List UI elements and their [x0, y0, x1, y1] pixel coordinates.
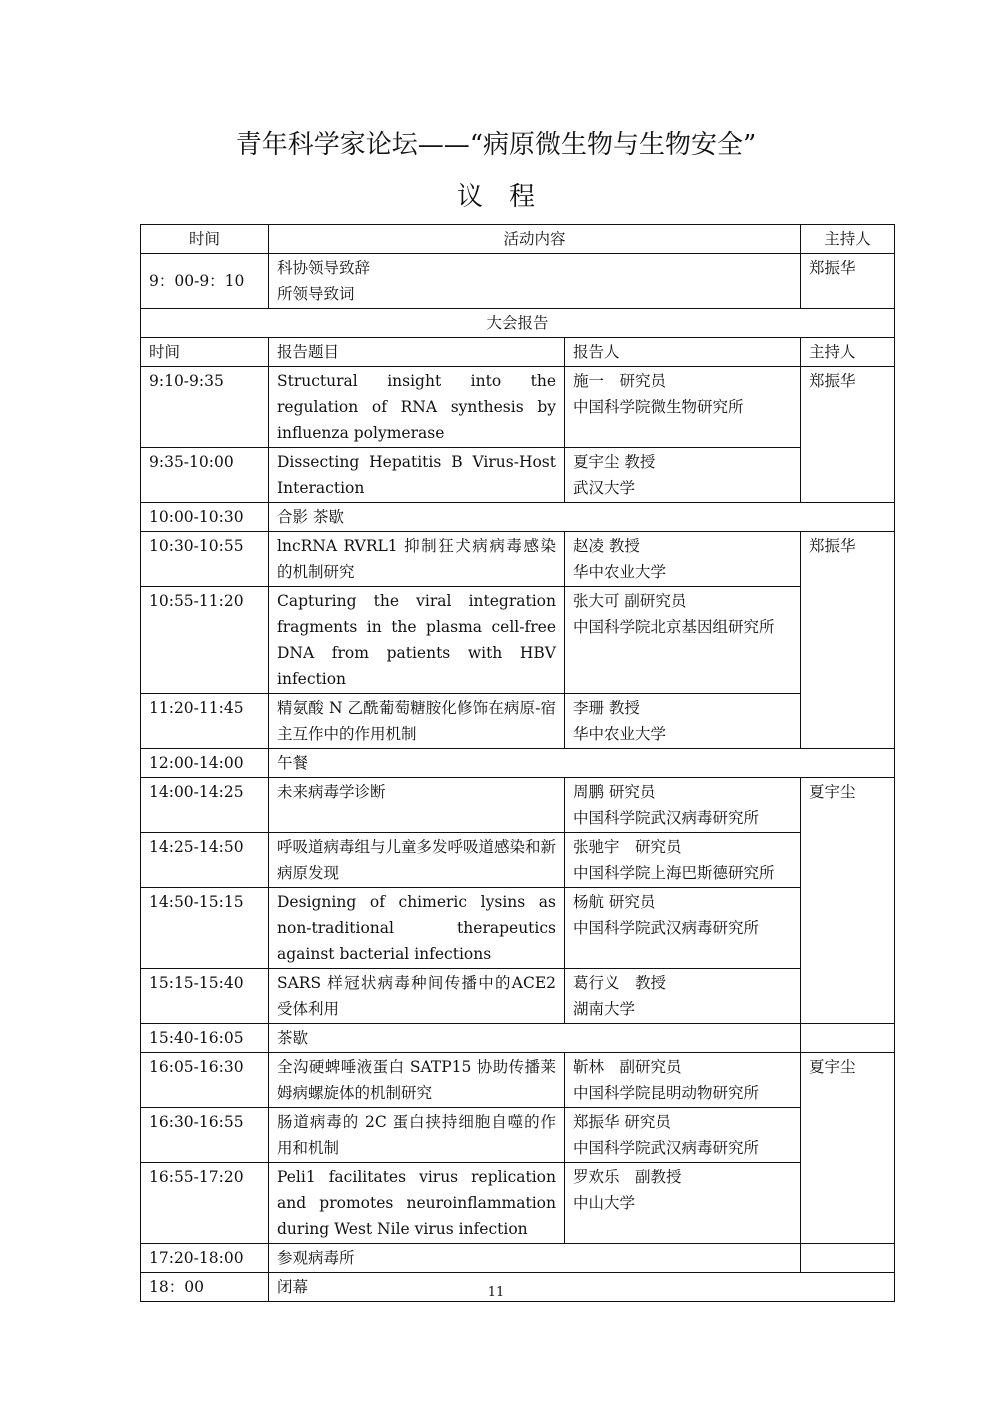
speaker-affiliation: 中国科学院上海巴斯德研究所 — [573, 864, 775, 882]
page-subtitle: 议 程 — [456, 182, 535, 212]
break-text: 参观病毒所 — [269, 1244, 801, 1273]
talk-topic: 全沟硬蜱唾液蛋白 SATP15 协助传播莱姆病螺旋体的机制研究 — [269, 1053, 565, 1108]
table-header-row — [141, 225, 895, 254]
talk-time: 16:30-16:55 — [141, 1108, 269, 1163]
subheader-topic: 报告题目 — [269, 338, 565, 367]
section-label: 大会报告 — [141, 309, 895, 338]
talk-topic: 未来病毒学诊断 — [269, 778, 565, 833]
talk-topic: Dissecting Hepatitis B Virus-Host Interaction — [269, 448, 565, 503]
speaker-name: 葛行义 教授 — [573, 974, 667, 992]
table-row — [141, 694, 895, 749]
break-row — [141, 503, 895, 532]
empty-host-cell — [801, 1244, 895, 1273]
speaker-name: 杨航 研究员 — [573, 893, 656, 911]
speaker-affiliation: 中国科学院武汉病毒研究所 — [573, 809, 760, 827]
talk-time: 14:00-14:25 — [141, 778, 269, 833]
subheader-host: 主持人 — [801, 338, 895, 367]
talk-topic: lncRNA RVRL1 抑制狂犬病病毒感染的机制研究 — [269, 532, 565, 587]
subheader-time: 时间 — [141, 338, 269, 367]
break-time: 15:40-16:05 — [141, 1024, 269, 1053]
table-row — [141, 1108, 895, 1163]
break-row — [141, 1024, 895, 1053]
speaker-name: 赵凌 教授 — [573, 537, 640, 555]
break-text: 茶歇 — [269, 1024, 801, 1053]
section-row — [141, 309, 895, 338]
talk-topic: Capturing the viral integration fragments in the plasma cell-free DNA from patients with HBV infection — [269, 587, 565, 694]
speaker-affiliation: 中国科学院北京基因组研究所 — [573, 618, 775, 636]
table-row — [141, 833, 895, 888]
talk-topic: 呼吸道病毒组与儿童多发呼吸道感染和新病原发现 — [269, 833, 565, 888]
talk-speaker — [565, 888, 801, 969]
talk-speaker — [565, 532, 801, 587]
page-title: 青年科学家论坛——“病原微生物与生物安全” — [235, 130, 757, 160]
talk-speaker — [565, 367, 801, 448]
break-time: 12:00-14:00 — [141, 749, 269, 778]
table-row — [141, 778, 895, 833]
talk-topic: Peli1 facilitates virus replication and promotes neuroinflammation during West Nile virus infection — [269, 1163, 565, 1244]
closing-text: 闭幕 — [269, 1273, 895, 1302]
subheader-speaker: 报告人 — [565, 338, 801, 367]
speaker-affiliation: 中国科学院昆明动物研究所 — [573, 1084, 760, 1102]
talk-speaker — [565, 448, 801, 503]
table-row — [141, 367, 895, 448]
talk-speaker — [565, 1163, 801, 1244]
table-row — [141, 448, 895, 503]
talk-speaker — [565, 778, 801, 833]
talk-topic: SARS 样冠状病毒种间传播中的ACE2 受体利用 — [269, 969, 565, 1024]
speaker-name: 夏宇尘 教授 — [573, 453, 656, 471]
talk-speaker — [565, 1108, 801, 1163]
header-content: 活动内容 — [269, 225, 801, 254]
speaker-name: 周鹏 研究员 — [573, 783, 656, 801]
page-number: 11 — [487, 1285, 505, 1300]
break-text: 合影 茶歇 — [269, 503, 895, 532]
table-row — [141, 888, 895, 969]
talk-topic: 精氨酸 N 乙酰葡萄糖胺化修饰在病原-宿主互作中的作用机制 — [269, 694, 565, 749]
opening-content — [269, 254, 801, 309]
speaker-affiliation: 湖南大学 — [573, 1000, 636, 1018]
talk-time: 9:35-10:00 — [141, 448, 269, 503]
speaker-affiliation: 华中农业大学 — [573, 725, 667, 743]
talk-time: 10:55-11:20 — [141, 587, 269, 694]
speaker-affiliation: 武汉大学 — [573, 479, 636, 497]
talk-time: 16:05-16:30 — [141, 1053, 269, 1108]
talk-topic: Structural insight into the regulation of RNA synthesis by influenza polymerase — [269, 367, 565, 448]
talk-time: 11:20-11:45 — [141, 694, 269, 749]
talk-time: 15:15-15:40 — [141, 969, 269, 1024]
talk-time: 14:50-15:15 — [141, 888, 269, 969]
closing-time: 18：00 — [141, 1273, 269, 1302]
break-row — [141, 749, 895, 778]
speaker-affiliation: 中国科学院武汉病毒研究所 — [573, 919, 760, 937]
speaker-affiliation: 华中农业大学 — [573, 563, 667, 581]
talk-speaker — [565, 587, 801, 694]
empty-host-cell — [801, 1024, 895, 1053]
talk-time: 10:30-10:55 — [141, 532, 269, 587]
break-text: 午餐 — [269, 749, 895, 778]
break-time: 10:00-10:30 — [141, 503, 269, 532]
opening-time: 9：00-9：10 — [141, 254, 269, 309]
session-host: 郑振华 — [801, 532, 895, 749]
header-time: 时间 — [141, 225, 269, 254]
speaker-affiliation: 中国科学院武汉病毒研究所 — [573, 1139, 760, 1157]
speaker-name: 李珊 教授 — [573, 699, 640, 717]
talk-topic: 肠道病毒的 2C 蛋白挟持细胞自噬的作用和机制 — [269, 1108, 565, 1163]
opening-row — [141, 254, 895, 309]
session-host: 夏宇尘 — [801, 778, 895, 1024]
talk-speaker — [565, 969, 801, 1024]
table-row — [141, 587, 895, 694]
talk-topic: Designing of chimeric lysins as non-traditional therapeutics against bacterial infections — [269, 888, 565, 969]
session-host: 夏宇尘 — [801, 1053, 895, 1244]
speaker-name: 张驰宇 研究员 — [573, 838, 682, 856]
table-subheader-row — [141, 338, 895, 367]
table-row — [141, 969, 895, 1024]
talk-speaker — [565, 694, 801, 749]
table-row — [141, 1163, 895, 1244]
speaker-name: 郑振华 研究员 — [573, 1113, 671, 1131]
opening-line: 科协领导致辞 — [277, 259, 371, 277]
speaker-name: 施一 研究员 — [573, 372, 667, 390]
break-time: 17:20-18:00 — [141, 1244, 269, 1273]
opening-host: 郑振华 — [801, 254, 895, 309]
opening-line: 所领导致词 — [277, 285, 355, 303]
speaker-affiliation: 中国科学院微生物研究所 — [573, 398, 744, 416]
talk-time: 14:25-14:50 — [141, 833, 269, 888]
break-row — [141, 1244, 895, 1273]
session-host: 郑振华 — [801, 367, 895, 503]
table-row — [141, 1053, 895, 1108]
talk-speaker — [565, 833, 801, 888]
table-row — [141, 532, 895, 587]
talk-speaker — [565, 1053, 801, 1108]
speaker-name: 张大可 副研究员 — [573, 592, 687, 610]
speaker-affiliation: 中山大学 — [573, 1194, 636, 1212]
talk-time: 9:10-9:35 — [141, 367, 269, 448]
talk-time: 16:55-17:20 — [141, 1163, 269, 1244]
speaker-name: 罗欢乐 副教授 — [573, 1168, 682, 1186]
agenda-table — [140, 224, 895, 1302]
speaker-name: 靳林 副研究员 — [573, 1058, 682, 1076]
header-host: 主持人 — [801, 225, 895, 254]
